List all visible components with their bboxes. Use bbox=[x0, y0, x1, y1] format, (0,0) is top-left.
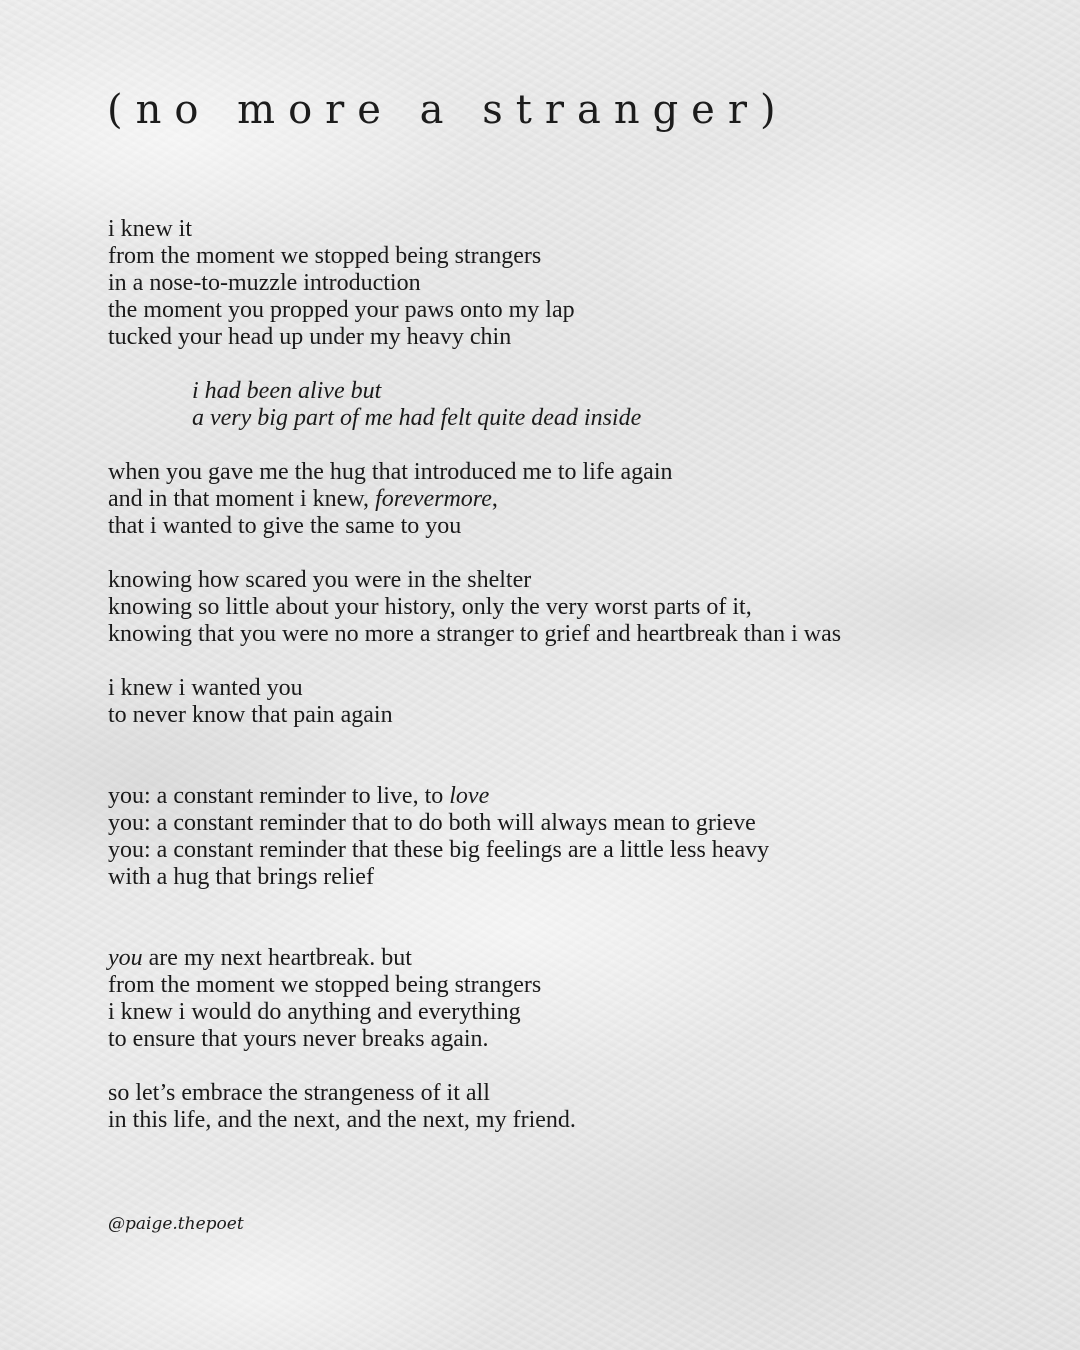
poem-line-text: , bbox=[491, 486, 498, 512]
poem-line: so let’s embrace the strangeness of it all bbox=[108, 1080, 490, 1106]
poem-line: tucked your head up under my heavy chin bbox=[108, 324, 512, 350]
poem-line-text: you: a constant reminder to live, to bbox=[108, 783, 450, 809]
poem-line: you: a constant reminder that these big feelings are a little less heavy bbox=[108, 837, 770, 863]
stanza-break bbox=[108, 432, 1008, 459]
stanza-break bbox=[108, 729, 1008, 783]
poem-line: to ensure that yours never breaks again. bbox=[108, 1026, 489, 1052]
poem-line: in this life, and the next, and the next, my friend. bbox=[108, 1107, 576, 1133]
stanza-6 bbox=[108, 783, 1008, 891]
poem-line: knowing so little about your history, only the very worst parts of it, bbox=[108, 594, 752, 620]
stanza-break bbox=[108, 891, 1008, 945]
poem-line-text: and in that moment i knew, bbox=[108, 486, 376, 512]
poem-line-text: are my next heartbreak. but bbox=[142, 945, 412, 971]
poem-line bbox=[108, 783, 1008, 810]
italic-word-you: you bbox=[108, 945, 143, 971]
poem-line: i knew i wanted you bbox=[108, 675, 303, 701]
stanza-7 bbox=[108, 945, 1008, 1053]
stanza-8 bbox=[108, 1080, 1008, 1134]
poem-line: with a hug that brings relief bbox=[108, 864, 374, 890]
stanza-1 bbox=[108, 216, 1008, 351]
poem-line: from the moment we stopped being strangers bbox=[108, 243, 542, 269]
poem-title: (no more a stranger) bbox=[107, 87, 789, 133]
poem-line bbox=[108, 486, 1008, 513]
poem-line: i knew i would do anything and everything bbox=[108, 999, 521, 1025]
poem-line: from the moment we stopped being strangers bbox=[108, 972, 542, 998]
poem-line: the moment you propped your paws onto my lap bbox=[108, 297, 575, 323]
poem-line: to never know that pain again bbox=[108, 702, 393, 728]
stanza-3 bbox=[108, 459, 1008, 540]
stanza-break bbox=[108, 648, 1008, 675]
poem-line: when you gave me the hug that introduced me to life again bbox=[108, 459, 673, 485]
stanza-4 bbox=[108, 567, 1008, 648]
stanza-break bbox=[108, 1053, 1008, 1080]
stanza-2-indented-italic bbox=[108, 378, 1008, 432]
poem-line: a very big part of me had felt quite dead inside bbox=[192, 405, 642, 431]
stanza-break bbox=[108, 351, 1008, 378]
italic-word-love: love bbox=[449, 783, 490, 809]
poem-line: you: a constant reminder that to do both will always mean to grieve bbox=[108, 810, 756, 836]
poem-line: i knew it bbox=[108, 216, 192, 242]
author-signature: @paige.thepoet bbox=[108, 1214, 244, 1234]
poem-line: that i wanted to give the same to you bbox=[108, 513, 462, 539]
poem-line: in a nose-to-muzzle introduction bbox=[108, 270, 421, 296]
poem-line: i had been alive but bbox=[192, 378, 382, 404]
poem-line bbox=[108, 945, 1008, 972]
poem-line: knowing how scared you were in the shelter bbox=[108, 567, 532, 593]
italic-word-forevermore: forevermore bbox=[375, 486, 492, 512]
stanza-5 bbox=[108, 675, 1008, 729]
stanza-break bbox=[108, 540, 1008, 567]
poem-body bbox=[108, 216, 1008, 1134]
poem-line: knowing that you were no more a stranger to grief and heartbreak than i was bbox=[108, 621, 842, 647]
